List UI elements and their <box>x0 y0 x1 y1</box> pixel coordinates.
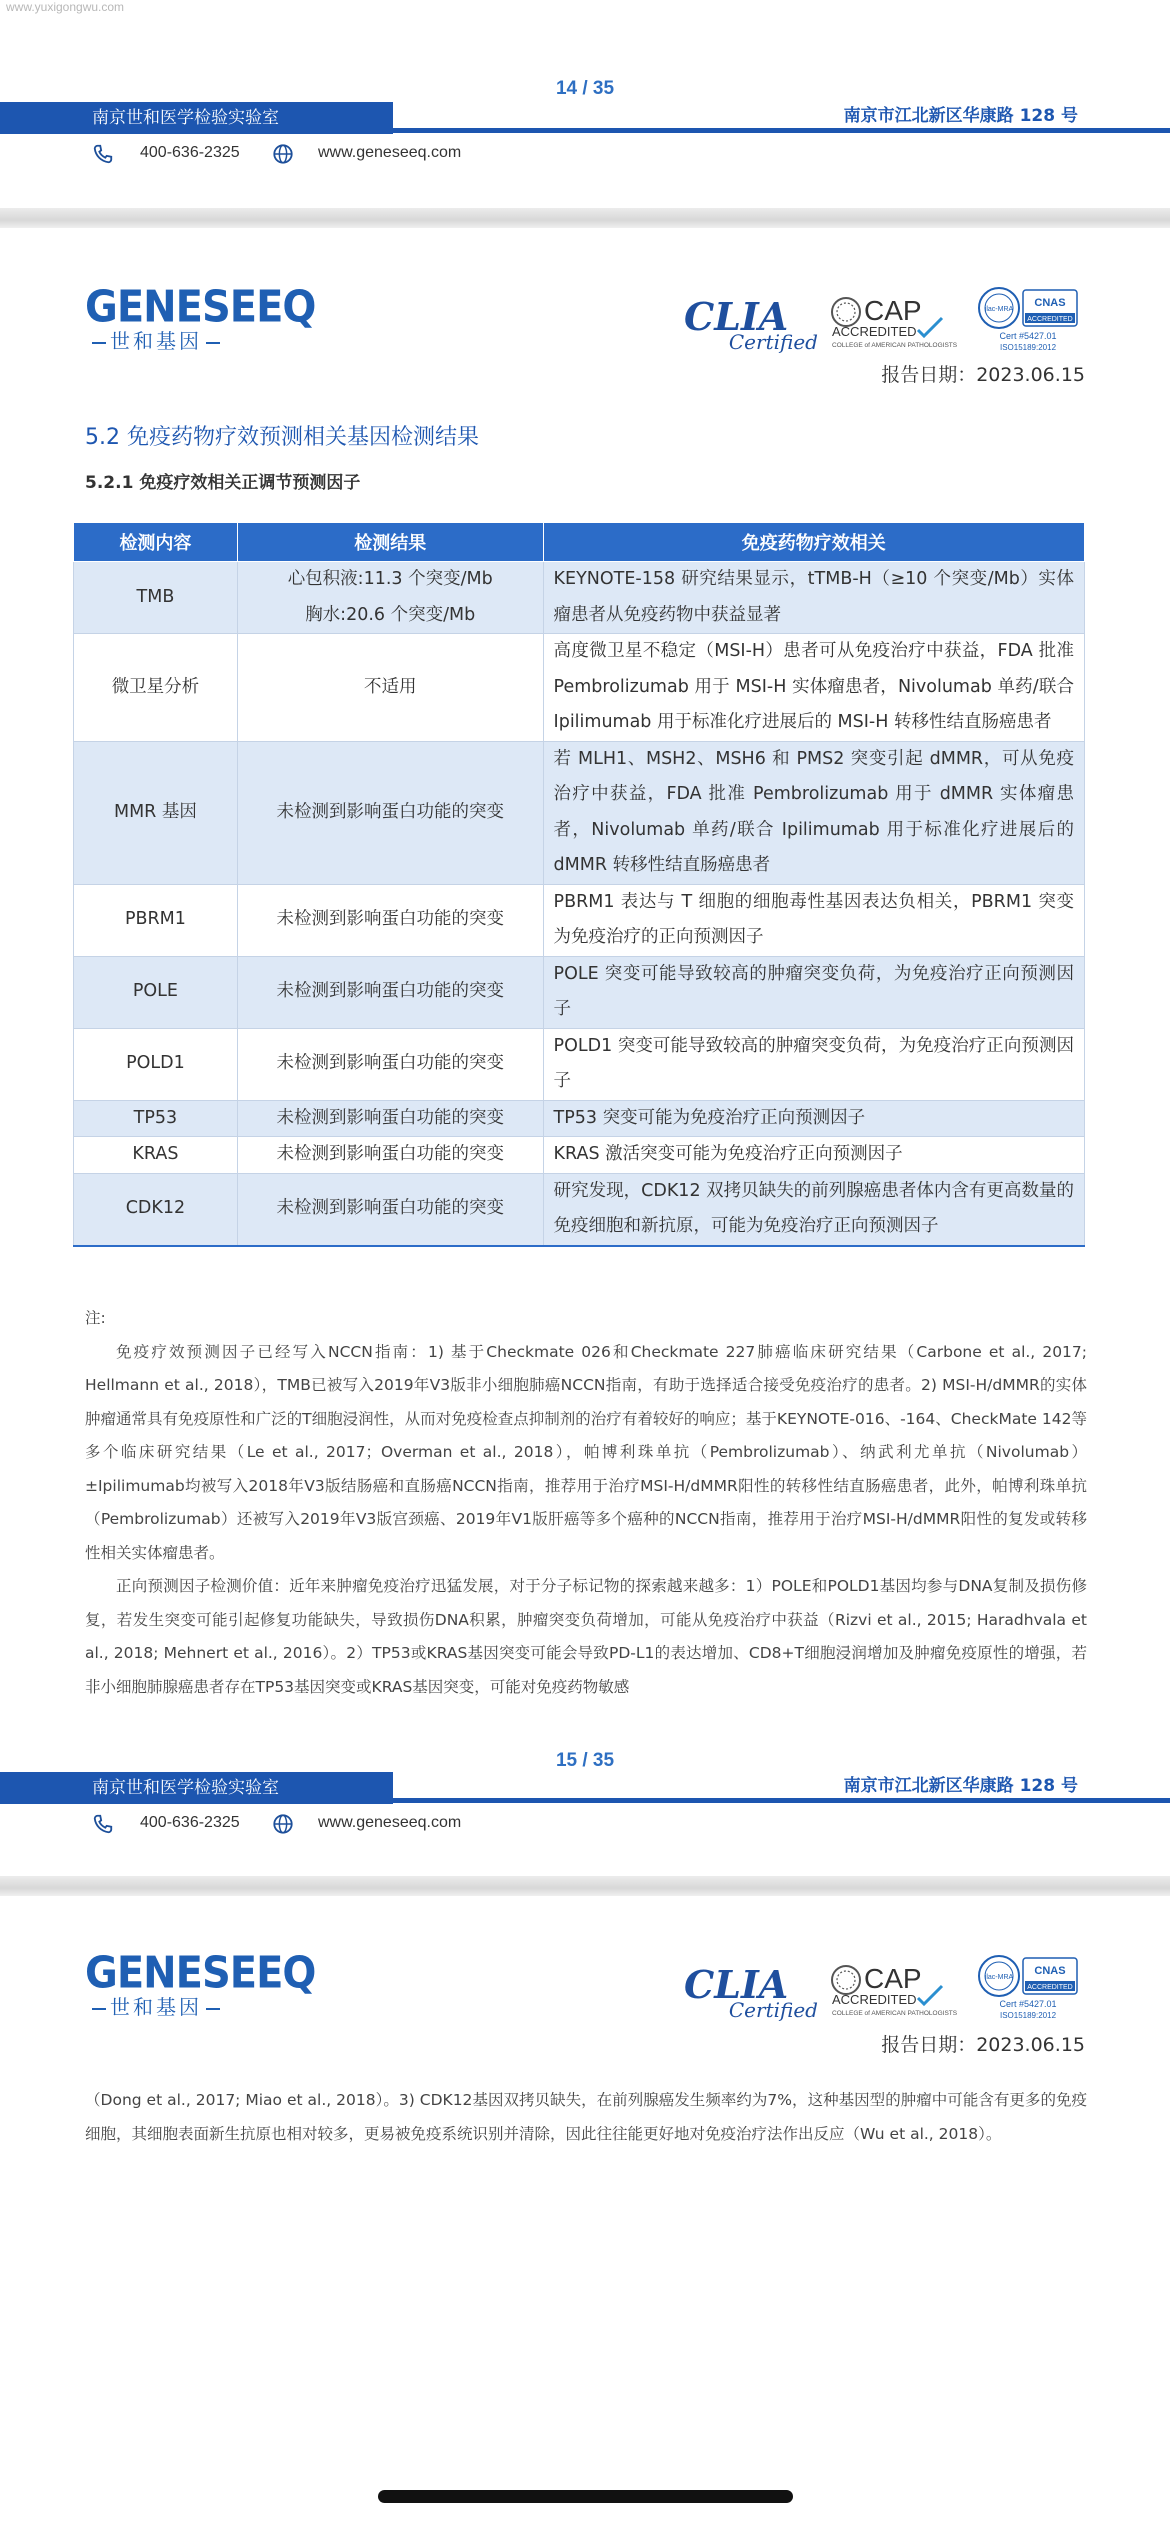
geneseeq-logo: GENESEEQ 世和基因 <box>85 1947 316 2019</box>
row-result: 未检测到影响蛋白功能的突变 <box>237 1173 543 1246</box>
row-result: 未检测到影响蛋白功能的突变 <box>237 1137 543 1174</box>
row-item: TMB <box>74 562 238 634</box>
row-item: CDK12 <box>74 1173 238 1246</box>
clia-logo: CLIA Certified <box>684 294 818 354</box>
table-row <box>74 1028 1085 1100</box>
row-note: TP53 突变可能为免疫治疗正向预测因子 <box>543 1100 1084 1137</box>
table-row <box>74 1137 1085 1174</box>
row-note: 若 MLH1、MSH2、MSH6 和 PMS2 突变引起 dMMR，可从免疫治疗中获益，FDA 批准 Pembrolizumab 用于 dMMR 实体瘤患者，Nivolumab 单药/联合 Ipilimumab 用于标准化疗进展后的 dMMR 转移性结直肠癌患者 <box>543 741 1084 884</box>
notes-section <box>85 1302 1087 1704</box>
svg-text:Cert #5427.01: Cert #5427.01 <box>999 331 1057 341</box>
row-note: 研究发现，CDK12 双拷贝缺失的前列腺癌患者体内含有更高数量的免疫细胞和新抗原，可能为免疫治疗正向预测因子 <box>543 1173 1084 1246</box>
svg-text:CNAS: CNAS <box>1034 297 1066 309</box>
notes-continuation <box>85 2084 1087 2151</box>
row-note: POLE 突变可能导致较高的肿瘤突变负荷，为免疫治疗正向预测因子 <box>543 956 1084 1028</box>
row-result: 心包积液:11.3 个突变/Mb 胸水:20.6 个突变/Mb <box>237 562 543 634</box>
footer-contact <box>0 1810 1170 1842</box>
row-item: KRAS <box>74 1137 238 1174</box>
row-note: 高度微卫星不稳定（MSI-H）患者可从免疫治疗中获益，FDA 批准 Pembrolizumab 用于 MSI-H 实体瘤患者，Nivolumab 单药/联合 Ipilimumab 用于标准化疗进展后的 MSI-H 转移性结直肠癌患者 <box>543 634 1084 742</box>
table-header: 免疫药物疗效相关 <box>543 523 1084 562</box>
svg-text:COLLEGE of AMERICAN PATHOLOGIS: COLLEGE of AMERICAN PATHOLOGISTS <box>832 2010 958 2017</box>
svg-text:ACCREDITED: ACCREDITED <box>832 324 917 339</box>
table-row <box>74 1100 1085 1137</box>
page-separator <box>0 1876 1170 1896</box>
svg-text:ISO15189:2012: ISO15189:2012 <box>999 2011 1057 2020</box>
svg-text:ACCREDITED: ACCREDITED <box>1027 1984 1073 1991</box>
row-item: TP53 <box>74 1100 238 1137</box>
geneseeq-logo: GENESEEQ 世和基因 <box>85 281 316 353</box>
row-result: 未检测到影响蛋白功能的突变 <box>237 1028 543 1100</box>
table-row <box>74 956 1085 1028</box>
footer-contact <box>0 140 1170 172</box>
notes-paragraph: 正向预测因子检测价值：近年来肿瘤免疫治疗迅猛发展，对于分子标记物的探索越来越多：1）POLE和POLD1基因均参与DNA复制及损伤修复，若发生突变可能引起修复功能缺失，导致损伤DNA积累，肿瘤突变负荷增加，可能从免疫治疗中获益（Rizvi et al., 2015; Haradhvala et al., 2018; Mehnert et al., 2016）。2）TP53或KRAS基因突变可能会导致PD-L1的表达增加、CD8+T细胞浸润增加及肿瘤免疫原性的增强，若非小细胞肺腺癌患者存在TP53基因突变或KRAS基因突变，可能对免疫药物敏感 <box>85 1577 1087 1696</box>
row-item: POLE <box>74 956 238 1028</box>
svg-text:Cert #5427.01: Cert #5427.01 <box>999 1999 1057 2009</box>
clia-logo: CLIA Certified <box>684 1962 818 2022</box>
notes-paragraph: （Dong et al., 2017; Miao et al., 2018）。3) CDK12基因双拷贝缺失，在前列腺癌发生频率约为7%，这种基因型的肿瘤中可能含有更多的免疫细胞，其细胞表面新生抗原也相对较多，更易被免疫系统识别并清除，因此往往能更好地对免疫治疗法作出反应（Wu et al., 2018）。 <box>85 2091 1087 2143</box>
svg-text:CNAS: CNAS <box>1034 1965 1066 1977</box>
row-note: KRAS 激活突变可能为免疫治疗正向预测因子 <box>543 1137 1084 1174</box>
row-note: POLD1 突变可能导致较高的肿瘤突变负荷，为免疫治疗正向预测因子 <box>543 1028 1084 1100</box>
svg-text:ilac-MRA: ilac-MRA <box>984 306 1014 313</box>
results-table <box>73 522 1085 1247</box>
row-result: 未检测到影响蛋白功能的突变 <box>237 1100 543 1137</box>
svg-text:CAP: CAP <box>864 1963 922 1994</box>
table-row <box>74 634 1085 742</box>
cnas-cert-logo <box>975 286 1081 354</box>
row-note: KEYNOTE-158 研究结果显示，tTMB-H（≥10 个突变/Mb）实体瘤患者从免疫药物中获益显著 <box>543 562 1084 634</box>
phone-number: 400-636-2325 <box>140 1814 240 1831</box>
svg-text:ISO15189:2012: ISO15189:2012 <box>999 343 1057 352</box>
notes-paragraph: 免疫疗效预测因子已经写入NCCN指南：1) 基于Checkmate 026和Checkmate 227肺癌临床研究结果（Carbone et al., 2017; Hellmann et al., 2018），TMB已被写入2019年V3版非小细胞肺癌NCCN指南，有助于选择适合接受免疫治疗的患者。2) MSI-H/dMMR的实体肿瘤通常具有免疫原性和广泛的T细胞浸润性，从而对免疫检查点抑制剂的治疗有着较好的响应；基于KEYNOTE-016、-164、CheckMate 142等多个临床研究结果（Le et al., 2017；Overman et al., 2018），帕博利珠单抗（Pembrolizumab）、纳武利尤单抗（Nivolumab）±Ipilimumab均被写入2018年V3版结肠癌和直肠癌NCCN指南，推荐用于治疗MSI-H/dMMR阳性的转移性结直肠癌患者，此外，帕博利珠单抗（Pembrolizumab）还被写入2019年V3版宫颈癌、2019年V1版肝癌等多个癌种的NCCN指南，推荐用于治疗MSI-H/dMMR阳性的复发或转移性相关实体瘤患者。 <box>85 1342 1087 1562</box>
row-note: PBRM1 表达与 T 细胞的细胞毒性基因表达负相关，PBRM1 突变为免疫治疗的正向预测因子 <box>543 884 1084 956</box>
subsection-title: 5.2.1 免疫疗效相关正调节预测因子 <box>85 473 361 493</box>
footer-bar <box>0 1772 1170 1804</box>
footer-address: 南京市江北新区华康路 128 号 <box>843 106 1078 126</box>
row-result: 未检测到影响蛋白功能的突变 <box>237 884 543 956</box>
watermark-text: www.yuxigongwu.com <box>6 0 125 14</box>
row-item: PBRM1 <box>74 884 238 956</box>
page-number: 15 / 35 <box>555 1750 615 1771</box>
cap-accredited-logo <box>830 1958 960 2018</box>
globe-icon <box>272 1813 294 1835</box>
table-header-row <box>74 523 1085 562</box>
phone-icon <box>92 1813 114 1835</box>
page-separator <box>0 208 1170 228</box>
row-item: POLD1 <box>74 1028 238 1100</box>
notes-label: 注: <box>85 1309 106 1327</box>
cnas-cert-logo <box>975 1954 1081 2022</box>
svg-text:CAP: CAP <box>864 295 922 326</box>
row-result: 未检测到影响蛋白功能的突变 <box>237 956 543 1028</box>
globe-icon <box>272 143 294 165</box>
svg-text:ACCREDITED: ACCREDITED <box>1027 316 1073 323</box>
website-link[interactable]: www.geneseeq.com <box>318 1814 462 1831</box>
table-header: 检测结果 <box>237 523 543 562</box>
table-row <box>74 741 1085 884</box>
phone-number: 400-636-2325 <box>140 144 240 161</box>
row-item: 微卫星分析 <box>74 634 238 742</box>
section-title: 5.2 免疫药物疗效预测相关基因检测结果 <box>85 425 479 450</box>
svg-text:ilac-MRA: ilac-MRA <box>984 1974 1014 1981</box>
row-item: MMR 基因 <box>74 741 238 884</box>
table-row <box>74 884 1085 956</box>
row-result: 未检测到影响蛋白功能的突变 <box>237 741 543 884</box>
page-number: 14 / 35 <box>555 78 615 99</box>
footer-address: 南京市江北新区华康路 128 号 <box>843 1776 1078 1796</box>
row-result: 不适用 <box>237 634 543 742</box>
cap-accredited-logo <box>830 290 960 350</box>
phone-icon <box>92 143 114 165</box>
table-header: 检测内容 <box>74 523 238 562</box>
footer-lab-name: 南京世和医学检验实验室 <box>0 1772 393 1804</box>
website-link[interactable]: www.geneseeq.com <box>318 144 462 161</box>
home-indicator[interactable] <box>378 2490 793 2503</box>
report-date: 报告日期：2023.06.15 <box>881 364 1085 386</box>
report-date: 报告日期：2023.06.15 <box>881 2034 1085 2056</box>
table-row <box>74 1173 1085 1246</box>
svg-text:ACCREDITED: ACCREDITED <box>832 1992 917 2007</box>
table-row <box>74 562 1085 634</box>
footer-lab-name: 南京世和医学检验实验室 <box>0 102 393 134</box>
svg-text:COLLEGE of AMERICAN PATHOLOGIS: COLLEGE of AMERICAN PATHOLOGISTS <box>832 342 958 349</box>
footer-bar <box>0 102 1170 134</box>
